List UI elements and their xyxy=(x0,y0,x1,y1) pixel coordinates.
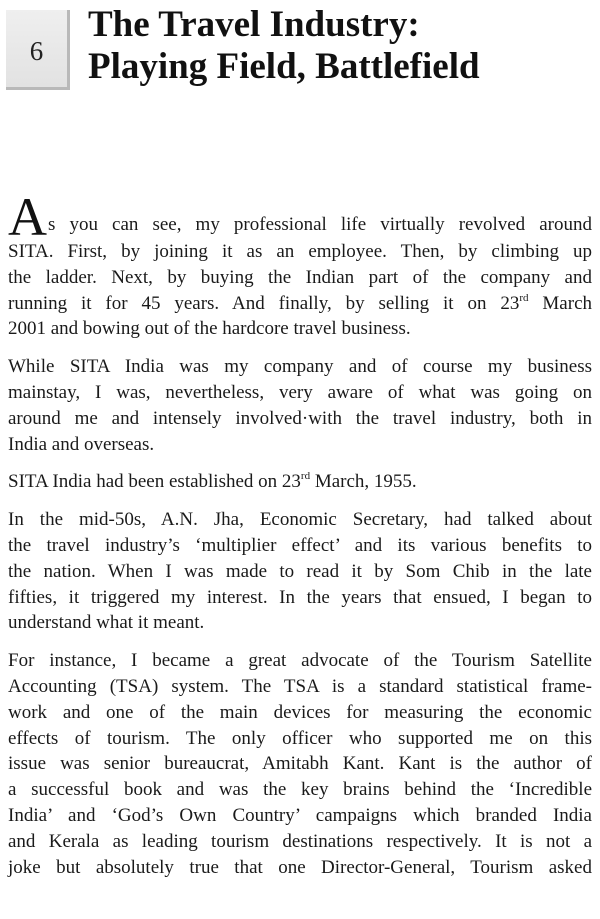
paragraph-4-line-4: fifties, it triggered my interest. In the years that ensued, I began to xyxy=(8,586,592,608)
paragraph-5-line-3: work and one of the main devices for measuring the economic xyxy=(8,701,592,723)
paragraph-1-line-5: 2001 and bowing out of the hardcore travel business. xyxy=(8,318,411,340)
paragraph-5-line-1: For instance, I became a great advocate of the Tourism Satellite xyxy=(8,650,592,672)
chapter-title-line-2: Playing Field, Battlefield xyxy=(88,46,480,87)
paragraph-2-line-3: around me and intensely involved·with the travel industry, both in xyxy=(8,407,592,429)
chapter-title xyxy=(88,4,593,88)
paragraph-3 xyxy=(8,469,592,495)
paragraph-1-first-line xyxy=(8,187,592,247)
ordinal-suffix: rd xyxy=(300,470,311,483)
paragraph-5-line-9: joke but absolutely true that one Director-General, Tourism asked xyxy=(8,856,592,878)
paragraph-3-text-end: March, 1955. xyxy=(310,471,417,493)
chapter-title-line-1: The Travel Industry: xyxy=(88,4,420,45)
paragraph-4-line-1: In the mid-50s, A.N. Jha, Economic Secretary, had talked about xyxy=(8,509,592,531)
paragraph-1-line-4-text: running it for 45 years. And finally, by selling it on 23 xyxy=(8,292,520,314)
paragraph-2-line-4: India and overseas. xyxy=(8,433,155,455)
chapter-number-box xyxy=(6,10,70,90)
drop-cap: A xyxy=(8,187,47,247)
chapter-number: 6 xyxy=(29,36,44,66)
paragraph-5-line-4: effects of tourism. The only officer who supported me on this xyxy=(8,727,592,749)
paragraph-4-line-2: the travel industry’s ‘multiplier effect’ and its various benefits to xyxy=(8,534,592,556)
paragraph-2-line-1: While SITA India was my company and of course my business xyxy=(8,356,592,378)
paragraph-5-line-8: and Kerala as leading tourism destinations respectively. It is not a xyxy=(8,830,592,852)
paragraph-1-line-4-end: March xyxy=(528,292,592,314)
paragraph-1 xyxy=(8,187,592,342)
paragraph-5 xyxy=(8,648,592,880)
paragraph-4-line-3: the nation. When I was made to read it by Som Chib in the late xyxy=(8,560,592,582)
paragraph-5-line-7: India’ and ‘God’s Own Country’ campaigns which branded India xyxy=(8,804,592,826)
paragraph-1-line-2: SITA. First, by joining it as an employee. Then, by climbing up xyxy=(8,241,592,262)
paragraph-1-line-1: s you can see, my professional life virtually revolved around xyxy=(48,214,592,236)
ordinal-suffix: rd xyxy=(519,291,529,304)
paragraph-5-line-5: issue was senior bureaucrat, Amitabh Kant. Kant is the author of xyxy=(8,753,592,775)
paragraph-4-line-5: understand what it meant. xyxy=(8,612,205,634)
paragraph-1-line-4 xyxy=(8,291,592,317)
paragraph-4 xyxy=(8,507,592,636)
paragraph-2-line-2: mainstay, I was, nevertheless, very aware of what was going on xyxy=(8,381,592,403)
paragraph-1-line-3: the ladder. Next, by buying the Indian part of the company and xyxy=(8,266,592,288)
paragraph-2 xyxy=(8,354,592,457)
paragraph-5-line-6: a successful book and was the key brains behind the ‘Incredible xyxy=(8,779,592,801)
paragraph-3-text: SITA India had been established on 23 xyxy=(8,471,301,493)
paragraph-5-line-2: Accounting (TSA) system. The TSA is a standard statistical frame- xyxy=(8,675,592,697)
chapter-body xyxy=(8,187,592,892)
paragraph-3-line-1 xyxy=(8,469,592,495)
